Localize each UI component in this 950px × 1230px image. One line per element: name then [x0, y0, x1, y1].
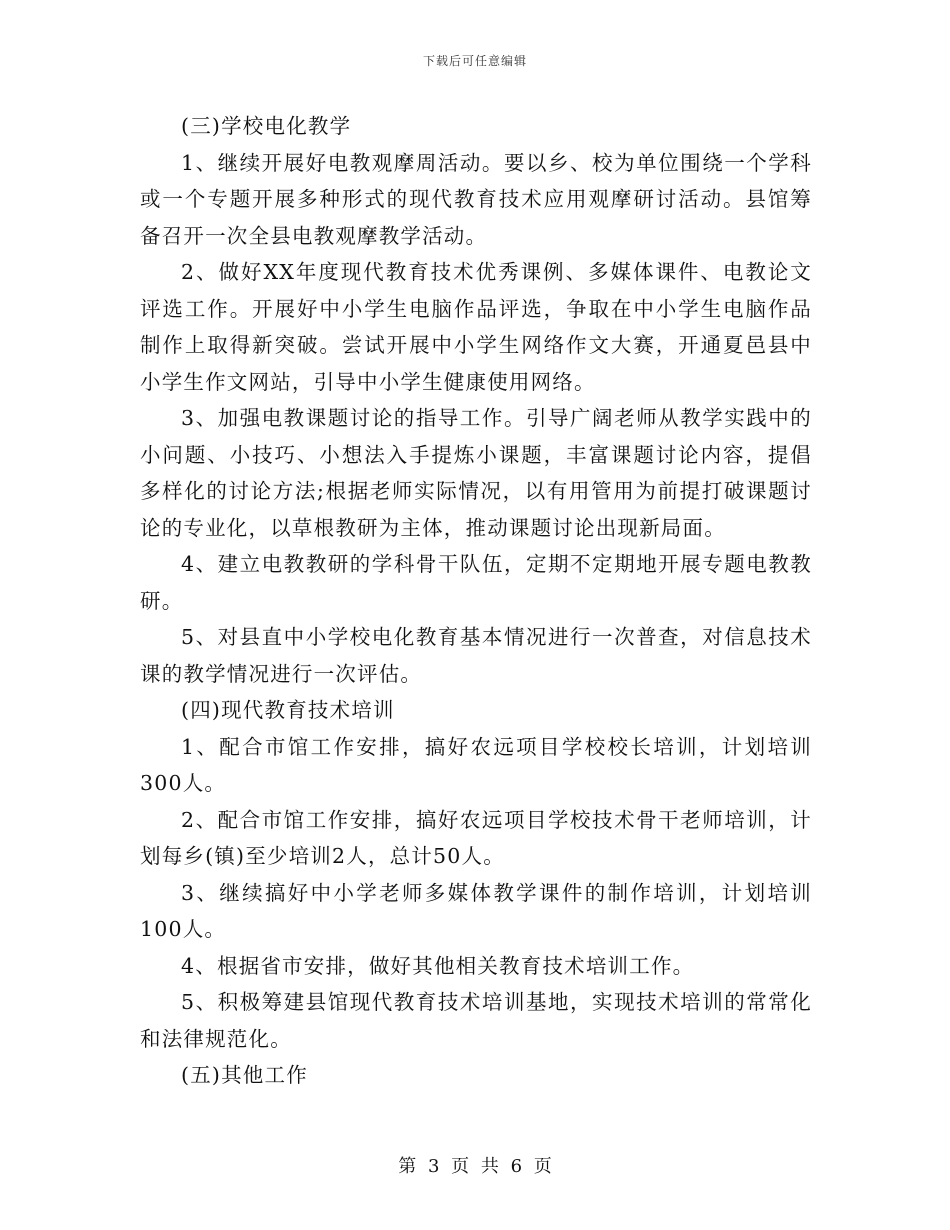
paragraph: 5、对县直中小学校电化教育基本情况进行一次普查，对信息技术课的教学情况进行一次评估。	[140, 625, 812, 686]
document-body	[140, 108, 812, 1094]
section-heading-5: (五)其他工作	[181, 1063, 308, 1087]
paragraph: 1、配合市馆工作安排，搞好农远项目学校校长培训，计划培训300人。	[140, 734, 812, 795]
paragraph: 2、做好XX年度现代教育技术优秀课例、多媒体课件、电教论文评选工作。开展好中小学生电脑作品评选，争取在中小学生电脑作品制作上取得新突破。尝试开展中小学生网络作文大赛，开通夏邑县中小学生作文网站，引导中小学生健康使用网络。	[140, 260, 812, 394]
paragraph: 2、配合市馆工作安排，搞好农远项目学校技术骨干老师培训，计划每乡(镇)至少培训2人，总计50人。	[140, 807, 812, 868]
paragraph: 4、建立电教教研的学科骨干队伍，定期不定期地开展专题电教教研。	[140, 552, 812, 613]
page-number: 第 3 页 共 6 页	[398, 1156, 552, 1177]
paragraph: 1、继续开展好电教观摩周活动。要以乡、校为单位围绕一个学科或一个专题开展多种形式的现代教育技术应用观摩研讨活动。县馆筹备召开一次全县电教观摩教学活动。	[140, 150, 812, 248]
paragraph: 3、继续搞好中小学老师多媒体教学课件的制作培训，计划培训100人。	[140, 880, 812, 941]
paragraph: 3、加强电教课题讨论的指导工作。引导广阔老师从教学实践中的小问题、小技巧、小想法入手提炼小课题，丰富课题讨论内容，提倡多样化的讨论方法;根据老师实际情况，以有用管用为前提打破课题讨论的专业化，以草根教研为主体，推动课题讨论出现新局面。	[140, 406, 812, 540]
paragraph: 4、根据省市安排，做好其他相关教育技术培训工作。	[181, 953, 695, 978]
paragraph: 5、积极筹建县馆现代教育技术培训基地，实现技术培训的常常化和法律规范化。	[140, 990, 812, 1051]
section-heading-3: (三)学校电化教学	[181, 114, 352, 138]
page-header: 下载后可任意编辑	[422, 54, 527, 68]
section-heading-4: (四)现代教育技术培训	[181, 698, 395, 722]
